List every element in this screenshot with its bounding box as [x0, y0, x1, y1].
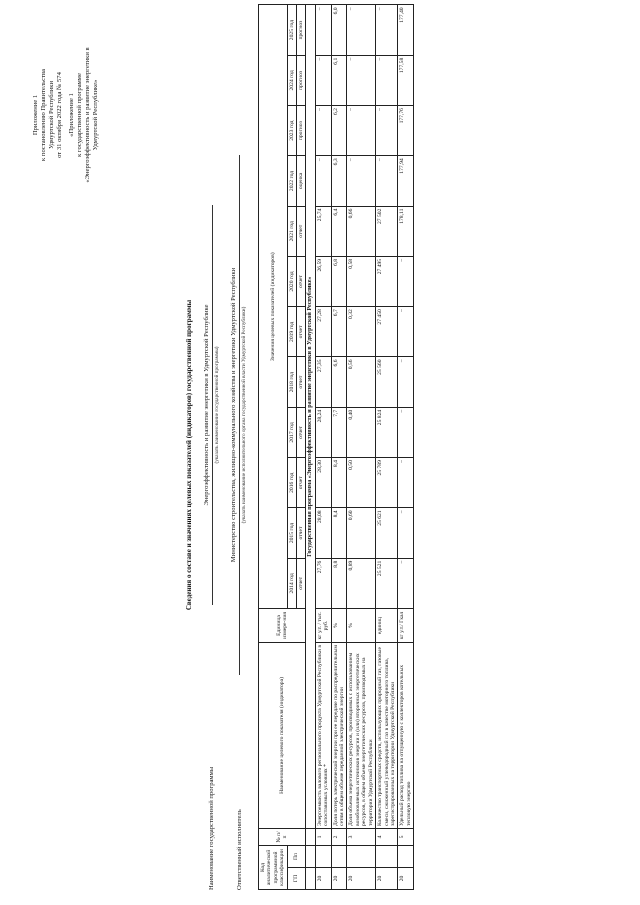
value-cell: – — [315, 156, 331, 206]
value-cell: – — [398, 407, 414, 457]
value-cell: – — [398, 357, 414, 407]
pp-header: Пп — [287, 845, 306, 867]
value-cell: 25 824 — [376, 407, 398, 457]
value-cell: 27 495 — [376, 256, 398, 306]
value-cell: 6,0 — [331, 5, 347, 55]
value-cell: 27,28 — [315, 307, 331, 357]
table-row — [331, 5, 347, 890]
value-cell: – — [347, 55, 376, 105]
appendix-line: от 31 октября 2022 года № 574 — [56, 72, 63, 158]
executor-caption: (указать наименование исполнительного органа государственной власти Удмуртской Республики) — [241, 306, 247, 524]
number-cell: 4 — [376, 828, 398, 845]
value-cell: 28,30 — [315, 458, 331, 508]
value-cell: 28,08 — [315, 508, 331, 558]
kind-header: отчет — [297, 508, 306, 558]
kind-header: прогноз — [297, 5, 306, 55]
year-header: 2018 год — [287, 357, 296, 407]
value-cell: – — [315, 106, 331, 156]
unit-cell: единиц — [376, 608, 398, 642]
kind-header: отчет — [297, 256, 306, 306]
value-cell: – — [347, 156, 376, 206]
appendix-line: «Энергоэффективность и развитие энергетики в — [84, 47, 91, 183]
year-header: 2016 год — [287, 458, 296, 508]
value-cell: – — [376, 106, 398, 156]
value-cell: – — [315, 5, 331, 55]
table-row — [398, 5, 414, 890]
value-cell: – — [398, 256, 414, 306]
value-cell: 0,40 — [347, 407, 376, 457]
value-cell: – — [347, 106, 376, 156]
executor-label: Ответственный исполнитель — [236, 809, 243, 890]
program-caption: (указать наименование государственной программы) — [214, 346, 220, 464]
pp-cell — [347, 845, 376, 867]
code-header: Код аналитической программной классификации — [259, 845, 288, 889]
value-cell: 25 560 — [376, 357, 398, 407]
unit-cell: % — [331, 608, 347, 642]
table-row — [347, 5, 376, 890]
kind-header: прогноз — [297, 106, 306, 156]
kind-header: отчет — [297, 558, 306, 608]
value-cell: 26,59 — [315, 256, 331, 306]
number-cell: 1 — [315, 828, 331, 845]
value-cell: – — [347, 5, 376, 55]
value-cell: – — [398, 307, 414, 357]
value-cell: 7,7 — [331, 407, 347, 457]
value-cell: 27,76 — [315, 558, 331, 608]
value-cell: 6,2 — [331, 106, 347, 156]
pp-cell — [331, 845, 347, 867]
pp-cell — [376, 845, 398, 867]
indicator-name-cell: Доля объема энергетических ресурсов, производимых с использованием возобновляемых источников энергии и (или) вторичных энергетических ресурсов, в общем объеме энергетических ресурсов, производимых на территории Удмуртской Республики — [347, 642, 376, 828]
value-cell: 27 450 — [376, 307, 398, 357]
kind-header: оценка — [297, 156, 306, 206]
name-header: Наименование целевого показателя (индикатора) — [259, 642, 306, 828]
year-header: 2014 год — [287, 558, 296, 608]
value-cell: 0,58 — [347, 256, 376, 306]
year-header: 2020 год — [287, 256, 296, 306]
table-row — [315, 5, 331, 890]
value-cell: 178,11 — [398, 206, 414, 256]
value-cell: – — [398, 558, 414, 608]
value-cell: 0,50 — [347, 458, 376, 508]
gp-header: ГП — [287, 868, 306, 890]
indicators-table — [258, 4, 414, 890]
gp-cell: 20 — [331, 868, 347, 890]
appendix-line: Приложение 1 — [32, 94, 39, 136]
number-cell: 3 — [347, 828, 376, 845]
kind-header: отчет — [297, 458, 306, 508]
indicator-name-cell: Доля потерь электрической энергии при ее передаче по распределительным сетям в общем объеме переданной электрической энергии — [331, 642, 347, 828]
program-name: Энергоэффективность и развитие энергетики в Удмуртской Республике — [203, 205, 213, 605]
appendix-line: «Приложение 1 — [68, 93, 75, 137]
executor-name: Министерство строительства, жилищно-коммунального хозяйства и энергетики Удмуртской Республики — [230, 155, 240, 675]
value-cell: – — [376, 55, 398, 105]
kind-header: отчет — [297, 307, 306, 357]
value-cell: – — [376, 5, 398, 55]
appendix-line: Удмуртской Республики — [48, 80, 55, 150]
value-cell: 0,89 — [347, 558, 376, 608]
value-cell: 6,6 — [331, 357, 347, 407]
value-cell: 25 621 — [376, 508, 398, 558]
unit-header: Единица измере-ния — [259, 608, 306, 642]
value-cell: 8,4 — [331, 458, 347, 508]
value-cell: 177,94 — [398, 156, 414, 206]
value-cell: 177,76 — [398, 106, 414, 156]
indicator-name-cell: Количество транспортных средств, использующих природный газ, газовые смеси, сжиженный углеводородный газ в качестве моторного топлива, зарегистрированных на территории Удмуртской Республики — [376, 642, 398, 828]
year-header: 2021 год — [287, 206, 296, 256]
value-cell: 177,40 — [398, 5, 414, 55]
value-cell: 0,56 — [347, 357, 376, 407]
value-cell: 177,58 — [398, 55, 414, 105]
value-cell: – — [398, 458, 414, 508]
pp-cell — [398, 845, 414, 867]
program-label: Наименование государственной программы — [208, 766, 215, 890]
kind-header: отчет — [297, 407, 306, 457]
kind-header: прогноз — [297, 55, 306, 105]
unit-cell: % — [347, 608, 376, 642]
value-cell: 8,4 — [331, 508, 347, 558]
value-cell: 27 502 — [376, 206, 398, 256]
year-header: 2024 год — [287, 55, 296, 105]
number-cell: 2 — [331, 828, 347, 845]
value-cell: – — [376, 156, 398, 206]
year-header: 2019 год — [287, 307, 296, 357]
unit-cell: кг у.т. / тыс. руб. — [315, 608, 331, 642]
gp-cell: 20 — [315, 868, 331, 890]
values-header: Значения целевых показателей (индикаторов) — [259, 5, 288, 609]
value-cell: 25 789 — [376, 458, 398, 508]
appendix-line: к государственной программе — [76, 73, 83, 157]
kind-header: отчет — [297, 357, 306, 407]
gp-cell: 20 — [347, 868, 376, 890]
indicator-name-cell: Энергоемкость валового регионального продукта Удмуртской Республики в сопоставимых условиях * — [315, 642, 331, 828]
year-header: 2022 год — [287, 156, 296, 206]
appendix-line: к постановлению Правительства — [40, 69, 47, 161]
year-header: 2023 год — [287, 106, 296, 156]
year-header: 2015 год — [287, 508, 296, 558]
value-cell: 6,8 — [331, 256, 347, 306]
value-cell: 0,60 — [347, 508, 376, 558]
appendix-note — [32, 5, 100, 225]
section-heading: Государственная программа «Энергоэффективность и развитие энергетики в Удмуртской Республике» — [306, 5, 315, 829]
value-cell: 0,32 — [347, 307, 376, 357]
gp-cell: 20 — [376, 868, 398, 890]
indicator-name-cell: Удельный расход топлива на отпущенную с коллекторов котельных тепловую энергию — [398, 642, 414, 828]
value-cell: 6,4 — [331, 206, 347, 256]
value-cell: 8,8 — [331, 558, 347, 608]
number-cell: 5 — [398, 828, 414, 845]
value-cell: 25,74 — [315, 206, 331, 256]
kind-header: отчет — [297, 206, 306, 256]
value-cell: 28,24 — [315, 407, 331, 457]
value-cell: 0,66 — [347, 206, 376, 256]
value-cell: 6,7 — [331, 307, 347, 357]
table-row — [376, 5, 398, 890]
gp-cell: 20 — [398, 868, 414, 890]
value-cell: – — [315, 55, 331, 105]
number-header: № п/п — [259, 828, 306, 845]
year-header: 2017 год — [287, 407, 296, 457]
unit-cell: кг у.т./ Гкал — [398, 608, 414, 642]
year-header: 2025 год — [287, 5, 296, 55]
value-cell: 27,35 — [315, 357, 331, 407]
value-cell: 6,1 — [331, 55, 347, 105]
pp-cell — [315, 845, 331, 867]
value-cell: 25 521 — [376, 558, 398, 608]
value-cell: – — [398, 508, 414, 558]
page-title: Сведения о составе и значениях целевых показателей (индикаторов) государственной программы — [185, 299, 193, 611]
appendix-line: Удмуртской Республике» — [92, 79, 99, 151]
value-cell: 6,3 — [331, 156, 347, 206]
